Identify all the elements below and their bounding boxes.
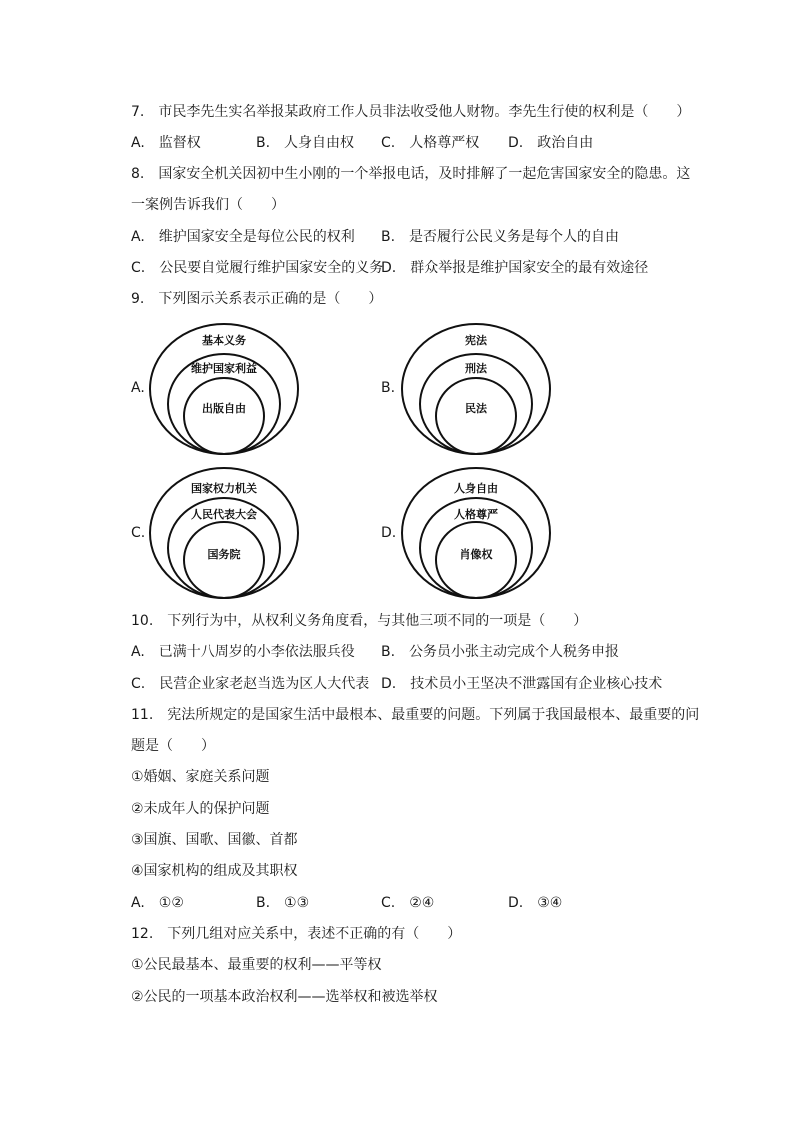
diagram-a-middle-text: 维护国家利益 bbox=[191, 362, 257, 375]
diagram-a bbox=[148, 322, 300, 456]
q11-stem-line1: 11. 宪法所规定的是国家生活中最根本、最重要的问题。下列属于我国最根本、最重要的问 bbox=[131, 707, 700, 723]
diagram-b-label: B. bbox=[381, 380, 396, 396]
diagram-d-outer-text: 人身自由 bbox=[454, 482, 498, 495]
q7-option-c: C. 人格尊严权 bbox=[381, 135, 480, 151]
q11-item-4: ④国家机构的组成及其职权 bbox=[131, 863, 298, 879]
q10-option-c: C. 民营企业家老赵当选为区人大代表 bbox=[131, 676, 370, 692]
q11-option-c: C. ②④ bbox=[381, 895, 435, 911]
q11-option-d: D. ③④ bbox=[508, 895, 563, 911]
q11-item-3: ③国旗、国歌、国徽、首都 bbox=[131, 832, 298, 848]
q7-option-b: B. 人身自由权 bbox=[256, 135, 355, 151]
q12-stem: 12. 下列几组对应关系中，表述不正确的有（ ） bbox=[131, 926, 462, 942]
q12-item-2: ②公民的一项基本政治权利——选举权和被选举权 bbox=[131, 989, 438, 1005]
diagram-c-outer-text: 国家权力机关 bbox=[191, 482, 257, 495]
diagram-b-middle-text: 刑法 bbox=[465, 362, 487, 375]
q11-option-b: B. ①③ bbox=[256, 895, 310, 911]
q10-stem: 10. 下列行为中，从权利义务角度看，与其他三项不同的一项是（ ） bbox=[131, 613, 588, 629]
q11-option-a: A. ①② bbox=[131, 895, 184, 911]
q9-stem: 9. 下列图示关系表示正确的是（ ） bbox=[131, 291, 383, 307]
q8-option-c: C. 公民要自觉履行维护国家安全的义务 bbox=[131, 260, 384, 276]
q11-item-1: ①婚姻、家庭关系问题 bbox=[131, 769, 270, 785]
q8-option-b: B. 是否履行公民义务是每个人的自由 bbox=[381, 229, 620, 245]
q10-option-d: D. 技术员小王坚决不泄露国有企业核心技术 bbox=[381, 676, 663, 692]
q8-option-a: A. 维护国家安全是每位公民的权利 bbox=[131, 229, 355, 245]
q11-item-2: ②未成年人的保护问题 bbox=[131, 801, 270, 817]
q11-stem-line2: 题是（ ） bbox=[131, 738, 215, 754]
diagram-b bbox=[400, 322, 552, 456]
q8-stem-line2: 一案例告诉我们（ ） bbox=[131, 197, 285, 213]
q10-option-a: A. 已满十八周岁的小李依法服兵役 bbox=[131, 644, 355, 660]
q8-option-d: D. 群众举报是维护国家安全的最有效途径 bbox=[381, 260, 649, 276]
diagram-d-inner-text: 肖像权 bbox=[459, 548, 493, 561]
q8-stem-line1: 8. 国家安全机关因初中生小刚的一个举报电话，及时排解了一起危害国家安全的隐患。这 bbox=[131, 166, 691, 182]
diagram-d-middle-text: 人格尊严 bbox=[454, 508, 498, 521]
diagram-d bbox=[400, 466, 552, 600]
q7-option-d: D. 政治自由 bbox=[508, 135, 594, 151]
q7-stem: 7. 市民李先生实名举报某政府工作人员非法收受他人财物。李先生行使的权利是（ ） bbox=[131, 104, 691, 120]
q7-option-a: A. 监督权 bbox=[131, 135, 201, 151]
diagram-a-inner-text: 出版自由 bbox=[202, 402, 246, 415]
diagram-a-inner-circle bbox=[184, 378, 264, 454]
diagram-d-label: D. bbox=[381, 525, 397, 541]
q10-option-b: B. 公务员小张主动完成个人税务申报 bbox=[381, 644, 620, 660]
diagram-b-outer-text: 宪法 bbox=[465, 334, 487, 347]
diagram-b-inner-text: 民法 bbox=[465, 402, 487, 415]
diagram-a-label: A. bbox=[131, 380, 145, 396]
diagram-b-inner-circle bbox=[436, 378, 516, 454]
diagram-c-middle-text: 人民代表大会 bbox=[191, 508, 257, 521]
diagram-c bbox=[148, 466, 300, 600]
q12-item-1: ①公民最基本、最重要的权利——平等权 bbox=[131, 957, 382, 973]
diagram-c-label: C. bbox=[131, 525, 146, 541]
diagram-a-outer-text: 基本义务 bbox=[202, 334, 246, 347]
diagram-c-inner-text: 国务院 bbox=[207, 548, 241, 561]
